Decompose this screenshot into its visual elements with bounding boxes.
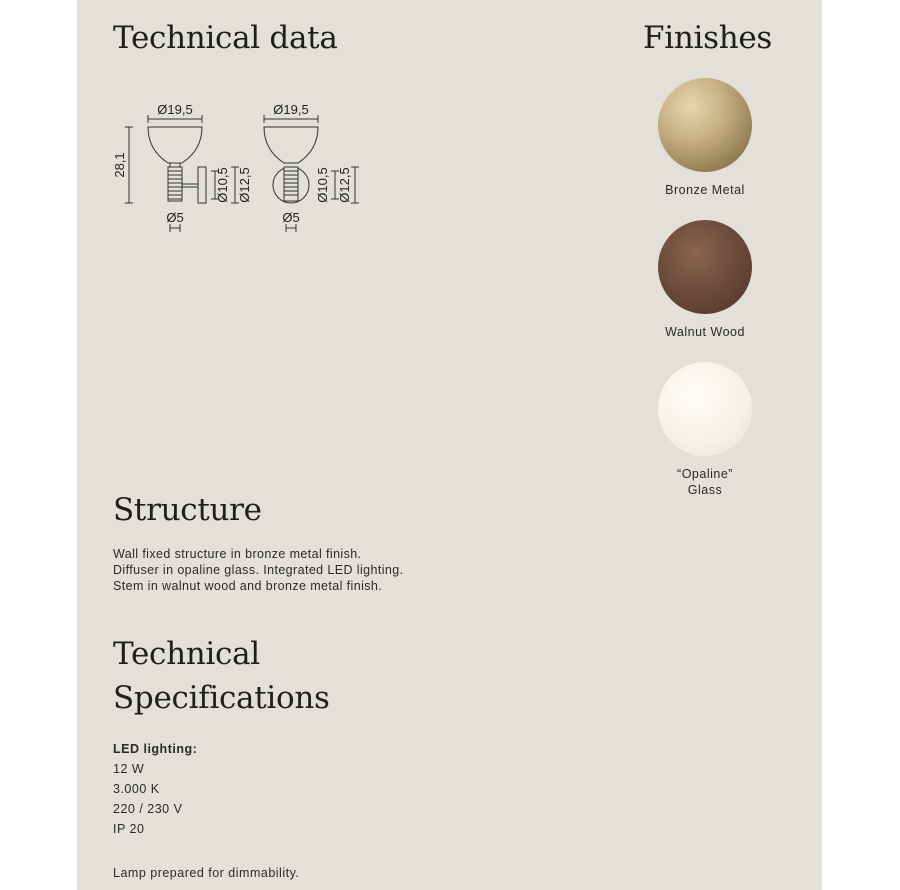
shade-diameter-label: Ø19,5 bbox=[157, 102, 193, 117]
shade-diameter-label-front: Ø19,5 bbox=[273, 102, 309, 117]
finish-label: Walnut Wood bbox=[665, 325, 745, 339]
finish-bronze-metal bbox=[650, 78, 760, 198]
technical-data-heading: Technical data bbox=[113, 20, 338, 56]
finish-label: “Opaline” Glass bbox=[677, 467, 733, 497]
stem-diameter-label: Ø5 bbox=[166, 210, 184, 225]
bronze-metal-swatch bbox=[658, 78, 752, 172]
finishes-heading: Finishes bbox=[643, 20, 773, 56]
technical-specs-heading-line2: Specifications bbox=[113, 680, 330, 716]
base-outer-diameter-label-front: Ø12,5 bbox=[337, 167, 352, 203]
spec-item: 3.000 K bbox=[113, 782, 160, 796]
dimmability-note: Lamp prepared for dimmability. bbox=[113, 866, 300, 880]
specs-title: LED lighting: bbox=[113, 742, 198, 756]
structure-description: Wall fixed structure in bronze metal finish. Diffuser in opaline glass. Integrated LED lighting. Stem in walnut wood and bronze metal finish. bbox=[113, 547, 404, 593]
finish-label: Bronze Metal bbox=[665, 183, 745, 197]
stem-side-view bbox=[168, 167, 182, 201]
structure-heading: Structure bbox=[113, 492, 262, 528]
finish-opaline-glass bbox=[650, 362, 760, 498]
base-inner-diameter-label-front: Ø10,5 bbox=[315, 167, 330, 203]
stem-diameter-label-front: Ø5 bbox=[282, 210, 300, 225]
finish-walnut-wood bbox=[650, 220, 760, 340]
walnut-wood-swatch bbox=[658, 220, 752, 314]
spec-item: IP 20 bbox=[113, 822, 145, 836]
base-outer-diameter-label: Ø12,5 bbox=[237, 167, 252, 203]
technical-drawing bbox=[100, 95, 380, 245]
opaline-glass-swatch bbox=[658, 362, 752, 456]
wall-plate-side bbox=[198, 167, 206, 203]
base-inner-diameter-label: Ø10,5 bbox=[215, 167, 230, 203]
spec-item: 220 / 230 V bbox=[113, 802, 183, 816]
specs-list bbox=[113, 739, 299, 883]
spec-item: 12 W bbox=[113, 762, 145, 776]
stem-ribs bbox=[168, 167, 182, 199]
shade-front-view bbox=[264, 127, 318, 163]
height-label: 28,1 bbox=[112, 152, 127, 178]
shade-side-view bbox=[148, 127, 202, 163]
technical-specs-heading-line1: Technical bbox=[113, 636, 260, 672]
